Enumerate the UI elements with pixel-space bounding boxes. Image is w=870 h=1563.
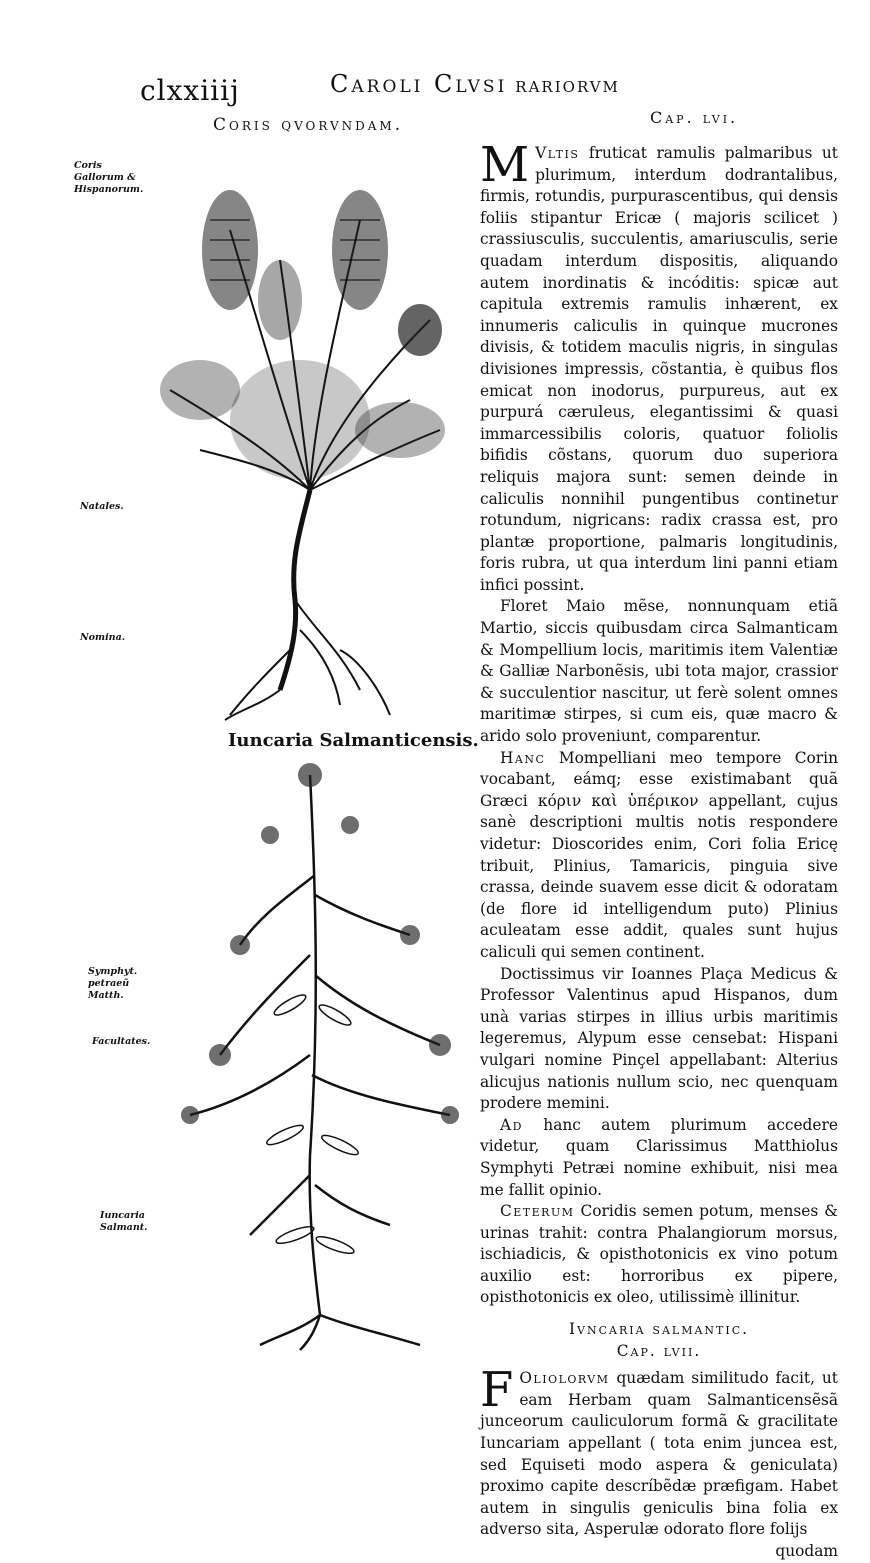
margin-note-facultates: Facultates. bbox=[92, 1036, 151, 1047]
chapter-57-title: Ivncaria salmantic. bbox=[568, 1320, 750, 1339]
coris-plant-woodcut bbox=[140, 130, 460, 730]
chapter-56-paragraph-2: Floret Maio mẽse, nonnunquam etiã Martio, siccis quibusdam circa Salmanticam & Mompellium locis, maritimis item Valentiæ & Galliæ Narbonẽsis, ubi tota major, crassior & succulentior nascitur, ut ferè solent omnes maritimæ stirpes, si cum eis, quæ macro & arido solo proveniunt, comparentur. bbox=[480, 597, 838, 746]
margin-note-coris: Coris Gallorum & Hispanorum. bbox=[74, 160, 144, 195]
chapter-56-paragraph-1: M Vltis fruticat ramulis palmaribus ut plurimum, interdum dodrantalibus, firmis, rotundis, purpurascentibus, qui densis foliis stipantur Ericæ ( majoris scilicet ) crassiusculis, succulentis, amariusculis, serie quadam interdum dispositis, aliquando autem inordinatis & incóditis: spicæ aut capitula extremis ramulis inhærent, ex innumeris caliculis in quinque mucrones divisis, & totidem maculis nigris, in singulas divisiones impressis, cõstantia, è quibus flos emicat non inodorus, purpureus, aut ex purpurá cæruleus, elegantissimi & quasi immarcessibilis coloris, quatuor foliolis bifidis cõstans, quorum duo superiora reliquis majora sunt: semen deinde in caliculis nonnihil pungentibus continetur rotundum, nigricans: radix crassa est, pro plantæ proportione, palmaris longitudinis, foris rubra, ut qua interdum lini panni etiam infici possint. bbox=[480, 137, 838, 594]
figure-2-title: Iuncaria Salmanticensis. bbox=[228, 730, 479, 751]
chapter-57-number: Cap. lvii. bbox=[616, 1341, 702, 1360]
chapter-57-paragraph-1: F Oliolorvm quædam similitudo facit, ut eam Herbam quam Salmanticensẽsã junceorum cauliculorum formã & gracilitate Iuncariam appellant ( tota enim juncea est, sed Equiseti modo aspera & geniculata) proximo capite descríbẽdæ præfigam. Habet autem in singulis geniculis bina folia ex adverso sita, Asperulæ odorato flore folijs bbox=[480, 1362, 838, 1539]
margin-note-natales: Natales. bbox=[80, 501, 124, 512]
running-title bbox=[330, 70, 620, 98]
text-column bbox=[480, 137, 838, 1563]
margin-note-iuncaria: Iuncaria Salmant. bbox=[100, 1210, 148, 1233]
running-title-work: rariorvm bbox=[515, 73, 620, 98]
chapter-56-paragraph-6: Ceterum Coridis semen potum, menses & urinas trahit: contra Phalangiorum morsus, ischiadicis, & opisthotonicis ex vino potum auxilio est: horroribus ex pipere, opisthotonicis ex oleo, utilissimè illinitur. bbox=[480, 1202, 838, 1307]
figure-1-title: Coris qvorvndam. bbox=[213, 115, 404, 135]
chapter-56-paragraph-3: Hanc Mompelliani meo tempore Corin vocabant, eámq; esse existimabant quã Græci κόριν καὶ ὑπέρικον appellant, cujus sanè descriptioni multis notis respondere videtur: Dioscorides enim, Cori folia Ericę tribuit, Plinius, Tamaricis, pinguia sive crassa, deinde suavem esse dicit & odoratam (de flore id intelligendum puto) Plinius aculeatam esse addit, quales sunt hujus caliculi qui semen continent. bbox=[480, 748, 838, 961]
drop-initial-m: M bbox=[480, 137, 530, 193]
drop-initial-f: F bbox=[480, 1362, 514, 1419]
running-title-author: Caroli Clvsi bbox=[330, 70, 508, 98]
margin-note-nomina: Nomina. bbox=[80, 632, 126, 643]
iuncaria-plant-woodcut bbox=[150, 755, 470, 1355]
chapter-56-number: Cap. lvi. bbox=[650, 108, 739, 127]
catchword: quodam bbox=[775, 1542, 838, 1560]
chapter-56-paragraph-4: Doctissimus vir Ioannes Plaça Medicus & Professor Valentinus apud Hispanos, dum unà varias stirpes in illius urbis maritimis legeremus, Alypum esse censebat: Hispani vulgari nomine Pinçel appellabant: Alterius alicujus nationis nullum scio, nec quenquam prodere memini. bbox=[480, 964, 838, 1113]
chapter-56-paragraph-5: Ad hanc autem plurimum accedere videtur, quam Clarissimus Matthiolus Symphyti Petræi nomine exhibuit, nisi mea me fallit opinio. bbox=[480, 1115, 838, 1199]
folio-number: clxxiiij bbox=[140, 74, 240, 107]
margin-note-symphytum: Symphyt. petraeũ Matth. bbox=[88, 966, 138, 1001]
